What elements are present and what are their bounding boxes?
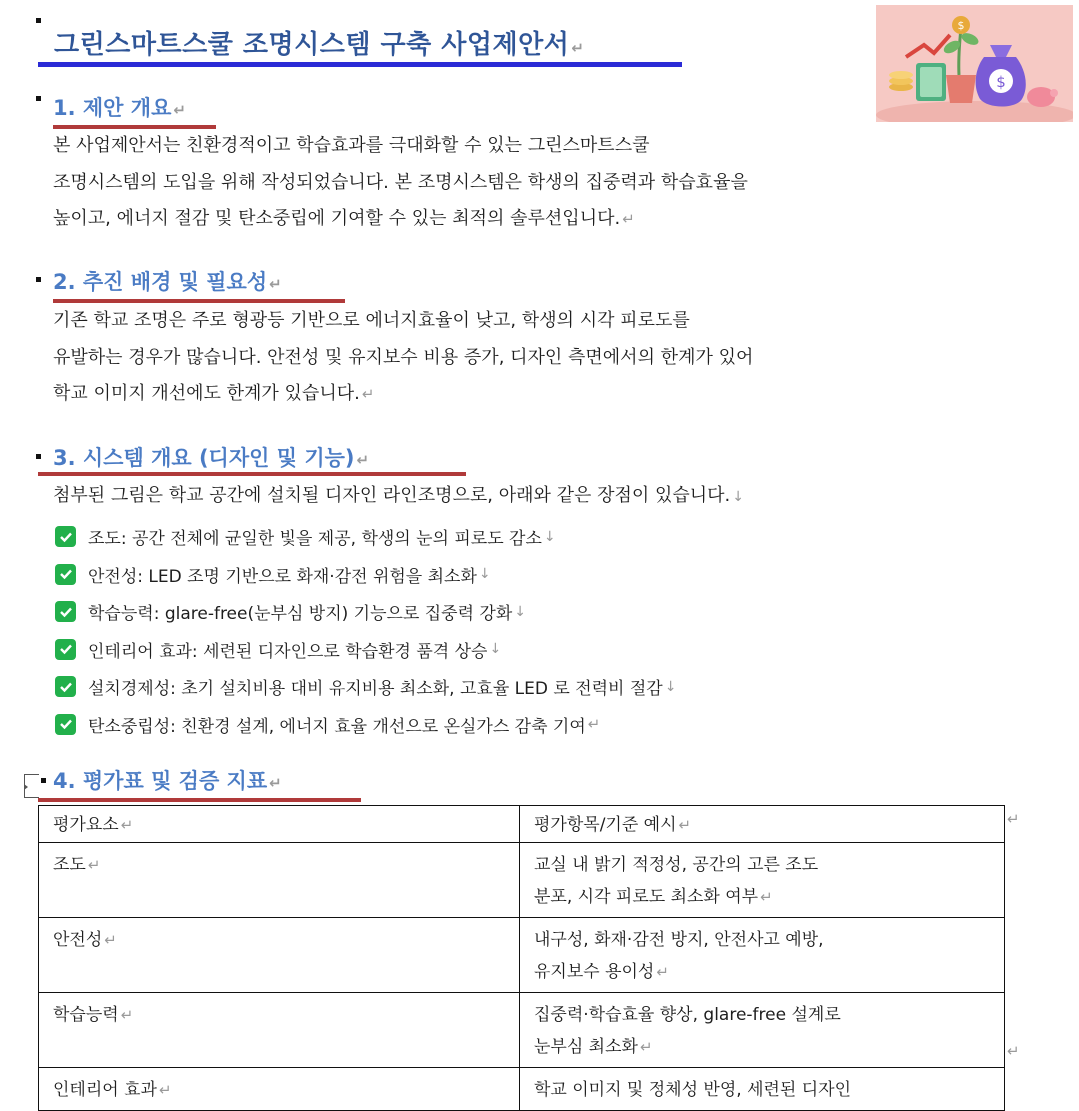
evaluation-table [38, 805, 1005, 1111]
return-mark: ↵ [656, 963, 669, 981]
section-2-heading: 2. 추진 배경 및 필요성 ↵ [53, 270, 282, 294]
body-line: 본 사업제안서는 친환경적이고 학습효과를 극대화할 수 있는 그린스마트스쿨 [53, 135, 650, 156]
body-line: 학교 이미지 개선에도 한계가 있습니다. ↵ [53, 383, 375, 404]
return-mark: ↵ [760, 888, 773, 906]
checklist-item: 학습능력: glare-free(눈부심 방지) 기능으로 집중력 강화 ↓ [55, 593, 676, 631]
return-mark: ↵ [639, 1038, 653, 1056]
paragraph-mark [36, 454, 41, 459]
title-underline [38, 62, 682, 67]
checklist-item: 안전성: LED 조명 기반으로 화재·감전 위험을 최소화 ↓ [55, 556, 676, 594]
line-break-mark: ↓ [514, 603, 527, 620]
cell-line: 내구성, 화재·감전 방지, 안전사고 예방, [534, 930, 824, 950]
check-icon [55, 714, 76, 735]
cell-line: 학교 이미지 및 정체성 반영, 세련된 디자인 [534, 1080, 852, 1100]
return-mark: ↵ [356, 451, 370, 469]
section-1-body [53, 128, 748, 238]
line-break-mark: ↓ [489, 641, 502, 658]
table-move-handle[interactable] [24, 774, 39, 798]
body-line: 유발하는 경우가 많습니다. 안전성 및 유지보수 비용 증가, 디자인 측면에서의 한계가 있어 [53, 346, 754, 368]
return-mark: ↵ [173, 101, 186, 119]
return-mark: ↵ [622, 210, 635, 228]
row-end-mark: ↵ [1007, 810, 1020, 828]
return-mark: ↵ [678, 816, 692, 834]
check-icon [55, 639, 76, 660]
table-cell[interactable] [520, 918, 1005, 993]
return-mark: ↵ [87, 856, 101, 874]
document-title: 그린스마트스쿨 조명시스템 구축 사업제안서 ↵ [54, 30, 585, 60]
section-4-underline [38, 798, 361, 802]
table-header-row [39, 806, 1005, 843]
checklist-item: 탄소중립성: 친환경 설계, 에너지 효율 개선으로 온실가스 감축 기여 ↵ [55, 706, 676, 744]
return-mark: ↵ [158, 1081, 172, 1099]
table-cell[interactable] [520, 1068, 1005, 1111]
table-cell[interactable] [520, 843, 1005, 918]
table-row [39, 918, 1005, 993]
finance-illustration [876, 5, 1073, 122]
feature-checklist [55, 518, 676, 743]
return-mark: ↵ [120, 816, 134, 834]
cell-line: 분포, 시각 피로도 최소화 여부 ↵ [534, 887, 773, 907]
paragraph-mark [36, 96, 41, 101]
cell-line: 유지보수 용이성 ↵ [534, 962, 669, 982]
table-cell[interactable]: 학습능력 ↵ [39, 993, 520, 1068]
section-4-heading: 4. 평가표 및 검증 지표 ↵ [53, 769, 282, 793]
checklist-item: 설치경제성: 초기 설치비용 대비 유지비용 최소화, 고효율 LED 로 전력비 절감 ↓ [55, 668, 676, 706]
table-row [39, 993, 1005, 1068]
table-cell[interactable] [520, 993, 1005, 1068]
paragraph-mark [36, 277, 41, 282]
line-break-mark: ↓ [732, 489, 744, 505]
table-row [39, 1068, 1005, 1111]
line-break-mark: ↓ [664, 678, 677, 695]
table-header-cell[interactable]: 평가요소 ↵ [39, 806, 520, 843]
return-mark: ↵ [269, 774, 282, 792]
check-icon [55, 601, 76, 622]
cell-line: 집중력·학습효율 향상, glare-free 설계로 [534, 1005, 841, 1025]
return-mark: ↵ [571, 39, 585, 57]
return-mark: ↵ [120, 1006, 134, 1024]
section-3-intro: 첨부된 그림은 학교 공간에 설치될 디자인 라인조명으로, 아래와 같은 장점이 있습니다. ↓ [53, 485, 744, 506]
checklist-item: 인테리어 효과: 세련된 디자인으로 학습환경 품격 상승 ↓ [55, 631, 676, 669]
line-break-mark: ↓ [543, 528, 556, 545]
line-break-mark: ↓ [478, 566, 491, 583]
cell-line: 눈부심 최소화 ↵ [534, 1037, 653, 1057]
return-mark: ↵ [104, 931, 117, 949]
cell-line: 교실 내 밝기 적정성, 공간의 고른 조도 [534, 855, 819, 875]
section-1-heading: 1. 제안 개요 ↵ [53, 96, 186, 120]
table-cell[interactable]: 안전성 ↵ [39, 918, 520, 993]
table-cell[interactable]: 조도 ↵ [39, 843, 520, 918]
checklist-item: 조도: 공간 전체에 균일한 빛을 제공, 학생의 눈의 피로도 감소 ↓ [55, 518, 676, 556]
return-mark: ↵ [361, 385, 375, 403]
check-icon [55, 564, 76, 585]
section-2-body [53, 303, 753, 413]
table-header-cell[interactable]: 평가항목/기준 예시 ↵ [520, 806, 1005, 843]
svg-text:$: $ [996, 73, 1006, 91]
return-mark: ↵ [587, 715, 601, 734]
table-row [39, 843, 1005, 918]
section-3-heading: 3. 시스템 개요 (디자인 및 기능) ↵ [53, 446, 370, 470]
table-cell[interactable]: 인테리어 효과 ↵ [39, 1068, 520, 1111]
body-line: 기존 학교 조명은 주로 형광등 기반으로 에너지효율이 낮고, 학생의 시각 피로도를 [53, 310, 690, 331]
svg-text:$: $ [957, 19, 965, 32]
section-3-underline [38, 472, 466, 476]
return-mark: ↵ [269, 275, 282, 293]
row-end-mark: ↵ [1007, 1042, 1020, 1060]
check-icon [55, 526, 76, 547]
paragraph-mark [36, 18, 41, 23]
check-icon [55, 676, 76, 697]
body-line: 높이고, 에너지 절감 및 탄소중립에 기여할 수 있는 최적의 솔루션입니다. ↵ [53, 208, 635, 229]
body-line: 조명시스템의 도입을 위해 작성되었습니다. 본 조명시스템은 학생의 집중력과 학습효율을 [53, 171, 748, 193]
paragraph-mark [41, 778, 46, 783]
money-bag-coins-illustration [876, 5, 1073, 122]
